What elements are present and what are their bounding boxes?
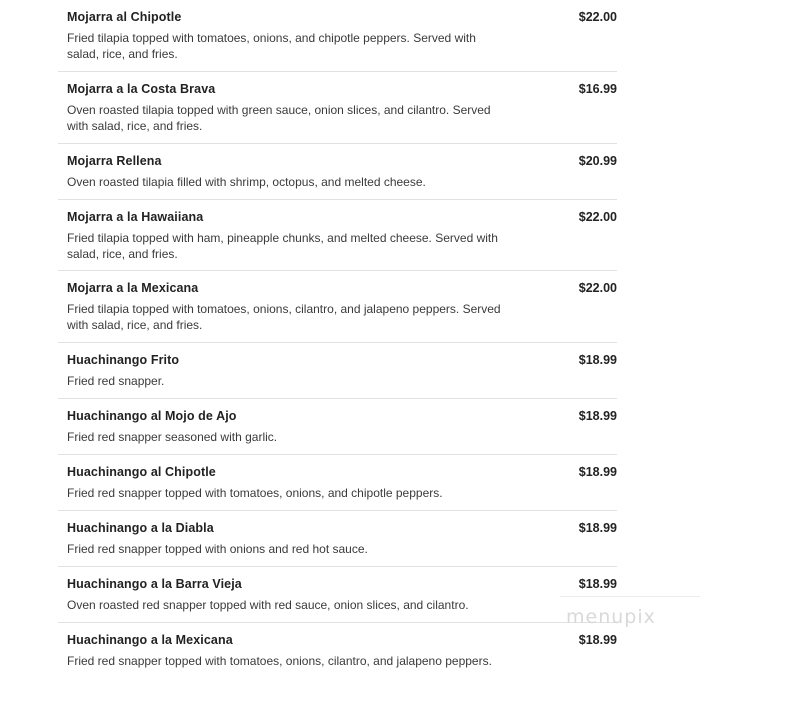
item-name: Huachinango a la Mexicana: [67, 633, 233, 647]
item-price: $22.00: [578, 281, 617, 295]
item-price: $18.99: [578, 409, 617, 423]
item-price: $22.00: [578, 10, 617, 24]
item-description: Fried red snapper.: [67, 374, 165, 388]
item-description: Oven roasted red snapper topped with red sauce, onion slices, and cilantro.: [67, 598, 469, 612]
menu-item: [58, 455, 617, 511]
menu-list: [58, 0, 617, 695]
item-description: Fried red snapper topped with onions and red hot sauce.: [67, 542, 368, 556]
item-description: Fried tilapia topped with ham, pineapple chunks, and melted cheese. Served with salad, rice, and fries.: [67, 231, 498, 261]
menu-item: [58, 399, 617, 455]
menu-item: [58, 200, 617, 271]
menu-item: [58, 343, 617, 399]
item-name: Mojarra a la Mexicana: [67, 281, 199, 295]
item-price: $22.00: [578, 210, 617, 224]
menu-item: [58, 0, 617, 72]
item-name: Huachinango al Mojo de Ajo: [67, 409, 237, 423]
item-price: $18.99: [578, 465, 617, 479]
item-description: Oven roasted tilapia filled with shrimp, octopus, and melted cheese.: [67, 175, 426, 189]
menu-item: [58, 623, 617, 695]
menu-item: [58, 567, 617, 623]
menu-item: [58, 511, 617, 567]
item-name: Huachinango Frito: [67, 353, 180, 367]
item-description: Fried red snapper topped with tomatoes, onions, and chipotle peppers.: [67, 486, 443, 500]
item-price: $16.99: [578, 82, 617, 96]
item-description: Fried red snapper topped with tomatoes, onions, cilantro, and jalapeno peppers.: [67, 654, 492, 668]
item-name: Mojarra al Chipotle: [67, 10, 182, 24]
item-price: $20.99: [578, 154, 617, 168]
item-name: Huachinango a la Barra Vieja: [67, 577, 242, 591]
item-price: $18.99: [578, 577, 617, 591]
item-description: Oven roasted tilapia topped with green sauce, onion slices, and cilantro. Served with salad, rice, and fries.: [67, 103, 491, 133]
item-name: Mojarra Rellena: [67, 154, 162, 168]
item-description: Fried tilapia topped with tomatoes, onions, and chipotle peppers. Served with salad, rice, and fries.: [67, 31, 476, 61]
item-price: $18.99: [578, 633, 617, 647]
item-name: Mojarra a la Costa Brava: [67, 82, 216, 96]
watermark-logo: menupix: [566, 606, 656, 628]
item-description: Fried red snapper seasoned with garlic.: [67, 430, 278, 444]
watermark-divider: [560, 596, 700, 597]
item-description: Fried tilapia topped with tomatoes, onions, cilantro, and jalapeno peppers. Served with salad, rice, and fries.: [67, 302, 501, 332]
menu-item: [58, 72, 617, 144]
menu-item: [58, 144, 617, 200]
item-price: $18.99: [578, 353, 617, 367]
item-name: Mojarra a la Hawaiiana: [67, 210, 204, 224]
item-price: $18.99: [578, 521, 617, 535]
menu-item: [58, 271, 617, 343]
item-name: Huachinango al Chipotle: [67, 465, 216, 479]
item-name: Huachinango a la Diabla: [67, 521, 214, 535]
